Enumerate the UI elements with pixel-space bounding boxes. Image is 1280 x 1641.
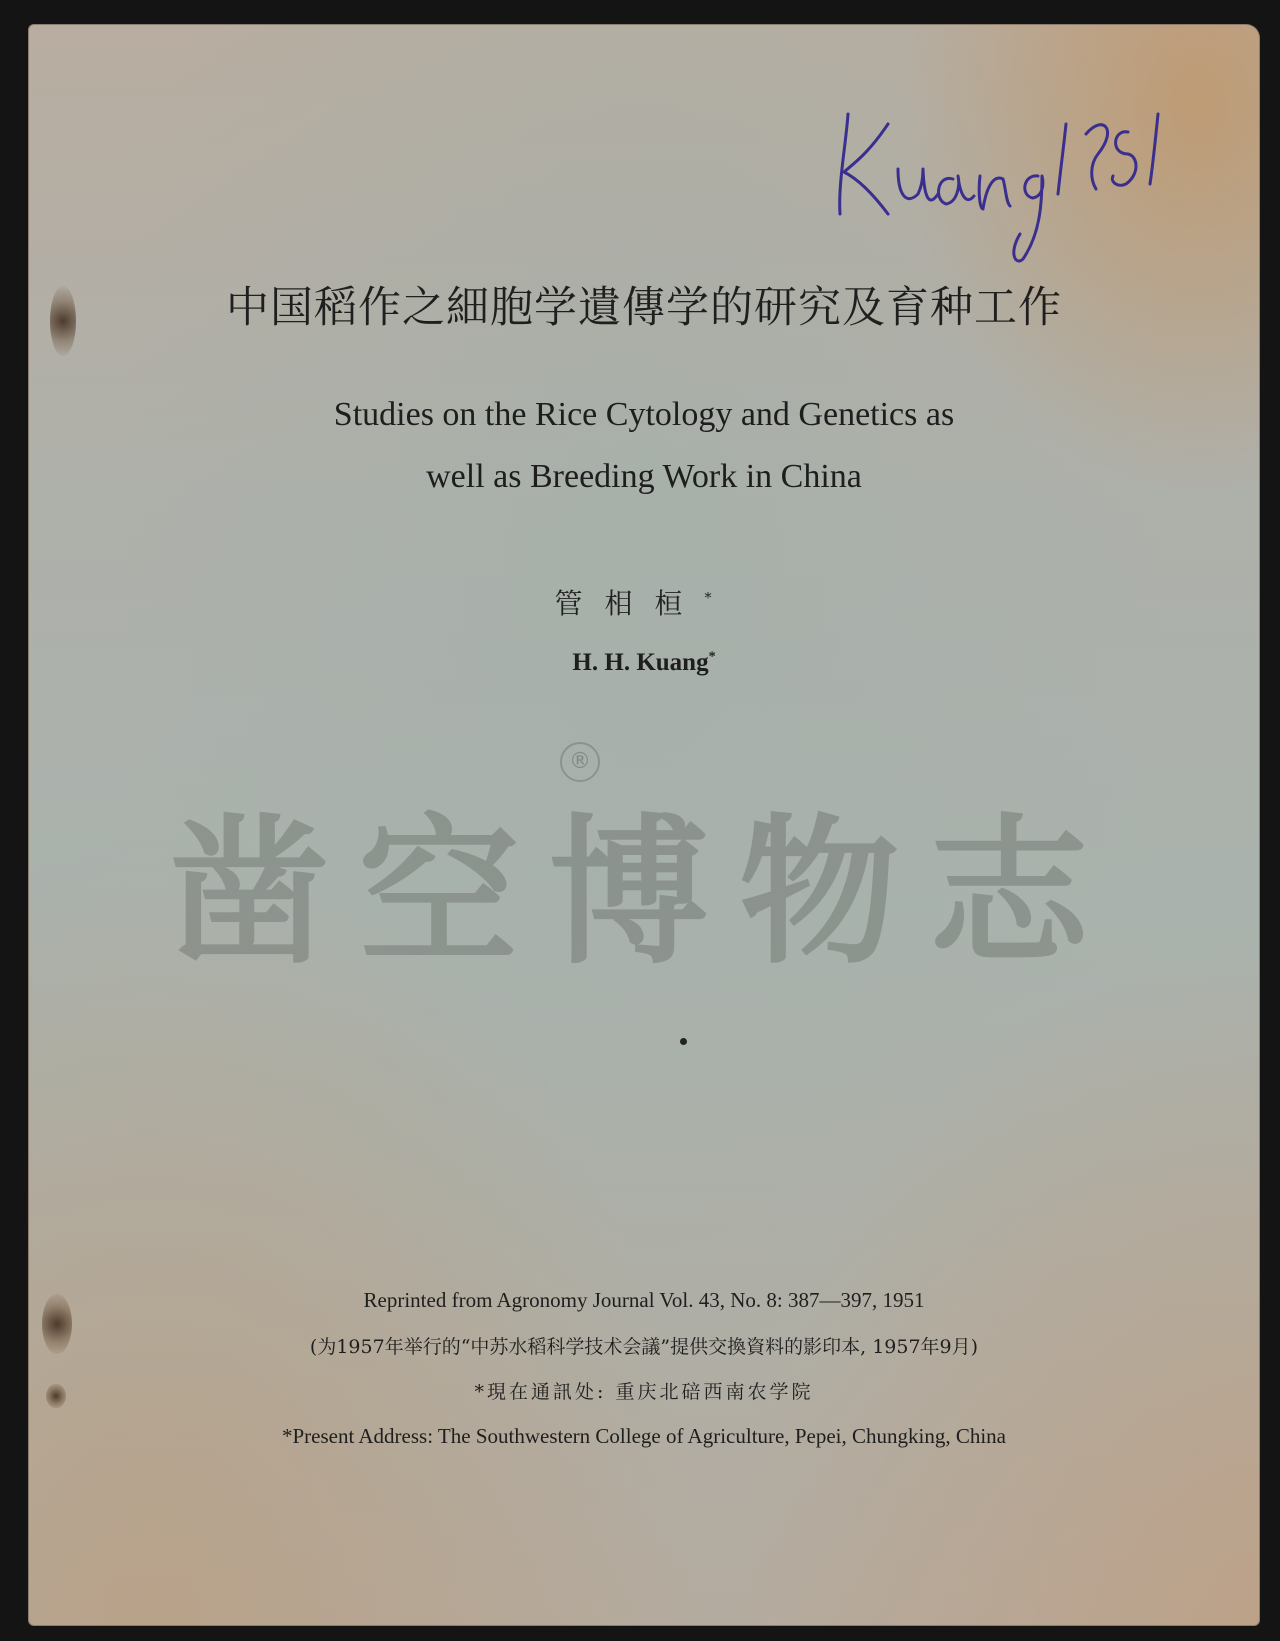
document-page [28, 24, 1260, 1626]
registered-mark: ® [560, 742, 600, 782]
address-chinese: *現在通訊处: 重庆北碚西南农学院 [474, 1381, 814, 1403]
reprint-note-chinese: (为1957年举行的“中苏水稻科学技术会議”提供交換資料的影印本, 1957年9月) [309, 1336, 979, 1358]
reprint-citation: Reprinted from Agronomy Journal Vol. 43, No. 8: 387—397, 1951 [363, 1288, 925, 1312]
title-english [28, 384, 1260, 508]
ink-dot [680, 1038, 687, 1045]
title-english-line-2: well as Breeding Work in China [426, 458, 862, 495]
author-chinese-name: 管相桓 [554, 587, 705, 620]
title-chinese: 中国稻作之細胞学遺傳学的研究及育种工作 [226, 283, 1062, 333]
handwritten-signature [828, 84, 1188, 264]
footnote-mark: * [708, 649, 716, 665]
footnote-mark: * [704, 590, 734, 607]
watermark: 凿空博物志 [168, 799, 1119, 986]
address-english: *Present Address: The Southwestern College of Agriculture, Pepei, Chungking, China [281, 1424, 1007, 1448]
signature-text: Kuang 1951 [828, 84, 835, 85]
author-chinese [28, 582, 1260, 622]
author-english [28, 649, 1260, 677]
author-english-name: H. H. Kuang [572, 649, 709, 676]
title-english-line-1: Studies on the Rice Cytology and Genetics as [333, 396, 955, 433]
